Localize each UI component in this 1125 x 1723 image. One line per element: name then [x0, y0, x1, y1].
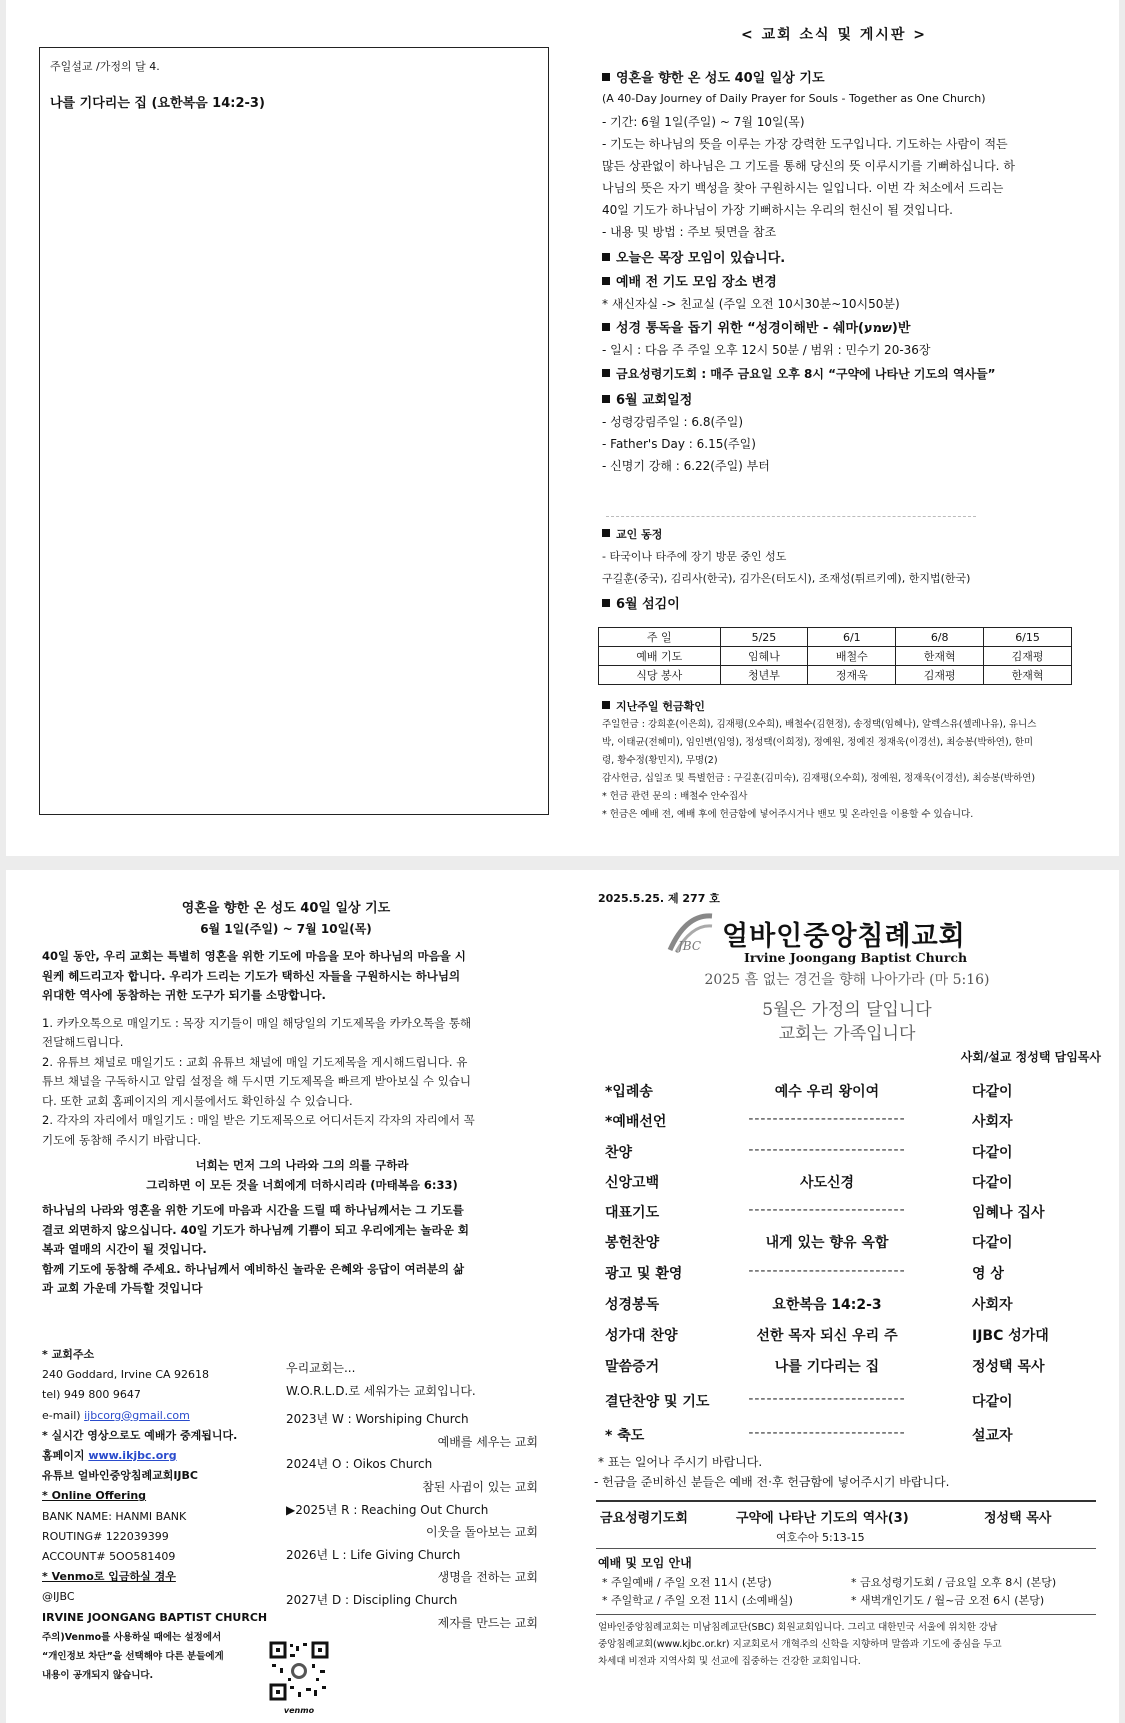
bullet-square-icon	[602, 599, 610, 607]
venmo-label: venmo	[283, 1706, 315, 1715]
prayer-room-detail: * 새신자실 -> 친교실 (주일 오전 10시30분~10시50분)	[602, 297, 900, 311]
verse-line: 그리하면 이 모든 것을 너희에게 더하시리라 (마태복음 6:33)	[146, 1177, 458, 1192]
top-page	[6, 0, 1119, 856]
bullet-square-icon	[602, 253, 610, 261]
members-section: 교인 동정 - 타국이나 타주에 장기 방문 중인 성도 구길훈(중국), 김리사(한국), 김가은(터도시), 조재성(튀르키예), 한지법(한국) 6월 섬김이	[602, 528, 1102, 622]
offering-line: 령, 황수정(황민지), 무명(2)	[602, 755, 718, 766]
world-item: 2023년 W : Worshiping Church	[286, 1412, 469, 1427]
meeting-item: * 금요성령기도회 / 금요일 오후 8시 (본당)	[851, 1576, 1057, 1589]
serve-table-wrap	[598, 627, 1072, 685]
church-name-kr: 얼바인중앙침례교회	[722, 921, 966, 952]
world-item: 2024년 O : Oikos Church	[286, 1457, 433, 1472]
table-row: 주 일 5/25 6/1 6/8 6/15	[599, 628, 1072, 647]
worship-order-row: 봉헌찬양 내게 있는 향유 옥합 다같이	[605, 1235, 1013, 1251]
bible-class-detail: - 일시 : 다음 주 주일 오후 12시 50분 / 범위 : 민수기 20-36장	[602, 343, 931, 357]
prayer-heading: 영혼을 향한 온 성도 40일 일상 기도	[602, 70, 1102, 92]
worship-order-row: 결단찬양 및 기도 -------------------------- 다같이	[605, 1391, 1013, 1410]
divider	[596, 1500, 1096, 1502]
venmo-qr-code[interactable]	[268, 1640, 330, 1716]
friday-text: 여호수아 5:13-15	[776, 1531, 865, 1544]
worship-order-row: * 축도 -------------------------- 설교자	[605, 1425, 1013, 1444]
contact-block: * 교회주소 240 Goddard, Irvine CA 92618 tel) 949 800 9647 e-mail) ijbcorg@gmail.com * 실시간 영상으로도 예배가 중계됩니다. 홈페이지 www.ikjbc.org 유튜브 얼바인중앙침례교회IJBC * Online Offering BANK NAME: HANMI BANK ROUTING# 122039399 ACCOUNT# 5OO581409 * Venmo로 입금하실 경우 @IJBC IRVINE JOONGANG BAPTIST CHURCH 주의)Venmo를 사용하실 때에는 설정에서 “개인정보 차단”을 선택해야 다른 분들에게 내용이 공개되지 않습니다.	[42, 1348, 268, 1681]
divider	[596, 1614, 1096, 1615]
worship-order-row: 찬양 -------------------------- 다같이	[605, 1142, 1013, 1161]
meeting-item: * 주일예배 / 주일 오전 11시 (본당)	[602, 1576, 772, 1589]
june-item: - 신명기 강해 : 6.22(주일) 부터	[602, 459, 770, 473]
bible-class-heading: 성경 통독을 돕기 위한 “성경이해반 - 쉐마(שמע)반	[602, 320, 1102, 342]
bullet-square-icon	[602, 323, 610, 331]
offering-line: * 헌금 관련 문의 : 배철수 안수집사	[602, 791, 748, 802]
meetings-title: 예배 및 모임 안내	[598, 1556, 692, 1570]
qr-code-icon	[268, 1640, 330, 1702]
world-item: 2026년 L : Life Giving Church	[286, 1547, 461, 1562]
prayer-english: (A 40-Day Journey of Daily Prayer for Souls - Together as One Church)	[602, 92, 986, 105]
worship-order-row: 대표기도 -------------------------- 임혜나 집사	[605, 1202, 1045, 1221]
church-motto: 2025 흠 없는 경건을 향해 나아가라 (마 5:16)	[704, 972, 990, 988]
church-logo-icon	[666, 910, 716, 958]
bullet-square-icon	[602, 73, 610, 81]
prayer-room-heading: 예배 전 기도 모임 장소 변경	[602, 274, 1102, 296]
friday-label: 금요성령기도회	[600, 1511, 688, 1526]
news-heading: < 교회 소식 및 게시판 >	[741, 27, 928, 43]
bottom-page	[6, 870, 1119, 1723]
stand-note: * 표는 일어나 주시기 바랍니다.	[598, 1455, 763, 1469]
bullet-square-icon	[602, 277, 610, 285]
offering-line: 박, 이태균(전혜미), 임인변(임영), 정성택(이희정), 정예원, 정예진 정재욱(이경선), 최승봉(박하연), 한미	[602, 737, 1034, 748]
world-item: ▶2025년 R : Reaching Out Church	[286, 1502, 489, 1517]
prayer-body-line: - 기도는 하나님의 뜻을 이루는 가장 강력한 도구입니다. 기도하는 사람이 적든	[602, 137, 1008, 151]
issue-number: 2025.5.25. 제 277 호	[598, 892, 720, 905]
offering-line: * 헌금은 예배 전, 예배 후에 헌금함에 넣어주시거나 밴모 및 온라인을 이용할 수 있습니다.	[602, 809, 974, 820]
cell-meeting-notice: 오늘은 목장 모임이 있습니다.	[602, 250, 1102, 274]
table-row: 예배 기도 임혜나 배철수 한재혁 김재평	[599, 647, 1072, 666]
bullet-square-icon	[602, 529, 610, 537]
friday-speaker: 정성택 목사	[984, 1511, 1052, 1526]
bullet-square-icon	[602, 369, 610, 377]
sermon-notes-box	[39, 47, 549, 815]
worship-order-row: 성경봉독 요한복음 14:2-3 사회자	[605, 1297, 1013, 1313]
serve-table	[598, 627, 1072, 685]
worship-order-row: 신앙고백 사도신경 다같이	[605, 1175, 1013, 1191]
june-item: - Father's Day : 6.15(주일)	[602, 437, 756, 451]
sermon-series: 주일설교 /가정의 달 4.	[50, 60, 160, 73]
june-item: - 성령강림주일 : 6.8(주일)	[602, 415, 744, 429]
worship-order-row: *예배선언 -------------------------- 사회자	[605, 1111, 1013, 1130]
prayer-period: - 기간: 6월 1일(주일) ~ 7월 10일(목)	[602, 115, 805, 129]
worship-order-row: 말씀증거 나를 기다리는 집 정성택 목사	[605, 1359, 1045, 1375]
offering-note: - 헌금을 준비하신 분들은 예배 전·후 헌금함에 넣어주시기 바랍니다.	[594, 1475, 950, 1489]
news-column	[602, 70, 1102, 480]
worship-order-row: 광고 및 환영 -------------------------- 영 상	[605, 1263, 1004, 1282]
verse-line: 너희는 먼저 그의 나라와 그의 의를 구하라	[195, 1158, 409, 1172]
world-item: 2027년 D : Discipling Church	[286, 1592, 458, 1607]
article-body: 40일 동안, 우리 교회는 특별히 영혼을 위한 기도에 마음을 모아 하나님의 마음을 시 원케 헤드리고자 합니다. 우리가 드리는 기도가 택하신 자들을 구원하시는 하나님의 위대한 역사에 동참하는 귀한 도구가 되기를 소망합니다. 1. 카카오톡으로 매일기도 : 목장 지기들이 매일 해당일의 기도제목을 카카오톡을 통해 전달해드립니다. 2. 유튜브 채널로 매일기도 : 교회 유튜브 채널에 매일 기도제목을 게시해드립니다. 유 튜브 채널을 구독하시고 알림 설정을 해 두시면 기도제목을 빠르게 받아보실 수 있습니 다. 또한 교회 홈페이지의 게시물에서도 확인하실 수 있습니다. 2. 각자의 자리에서 매일기도 : 매일 받은 기도제목으로 어디서든지 각자의 자리에서 꼭 기도에 동참해 주시기 바랍니다. 너희는 먼저 그의 나라와 그의 의를 구하라 그리하면 이 모든 것을 너희에게 더하시리라 (마태복음 6:33) 하나님의 나라와 영혼을 위한 기도에 마음과 시간을 드릴 때 하나님께서는 그 기도를 결코 외면하지 않으십니다. 40일 기도가 하나님께 기쁨이 되고 우리에게는 놀라운 회 복과 열매의 시간이 될 것입니다. 함께 기도에 동참해 주세요. 하나님께서 예비하신 놀라운 은혜와 응답이 여러분의 삶 과 교회 가운데 가득할 것입니다	[42, 947, 562, 1299]
members-line: - 타국이나 타주에 장기 방문 중인 성도	[602, 550, 787, 563]
sermon-title: 나를 기다리는 집 (요한복음 14:2-3)	[50, 96, 265, 111]
june-schedule-heading: 6월 교회일정	[602, 392, 1102, 414]
article-period: 6월 1일(주일) ~ 7월 10일(목)	[200, 922, 372, 936]
meeting-item: * 새벽개인기도 / 월~금 오전 6시 (본당)	[851, 1594, 1045, 1607]
article-title: 영혼을 향한 온 성도 40일 일상 기도	[181, 901, 391, 916]
world-vision: 우리교회는... W.O.R.L.D.로 세워가는 교회입니다. 2023년 W : Worshiping Church 예배를 세우는 교회 2024년 O : Oikos Church 참된 사귐이 있는 교회 ▶2025년 R : Reaching Out Church 이웃을 돌아보는 교회 2026년 L : Life Giving Church 생명을 전하는 교회 2027년 D : Discipling Church 제자를 만드는 교회	[286, 1361, 538, 1630]
offering-line: 감사헌금, 십일조 및 특별헌금 : 구길훈(김미숙), 김재평(오수희), 정예원, 정재욱(이경선), 최승봉(박하연)	[602, 773, 1036, 784]
prayer-body-line: 40일 기도가 하나님이 가장 기뻐하시는 우리의 헌신이 될 것입니다.	[602, 203, 953, 217]
church-about: 얼바인중앙침례교회는 미남침례교단(SBC) 회원교회입니다. 그리고 대한민국 서울에 위치한 강남 중앙침례교회(www.kjbc.or.kr) 지교회로서 개혁주의 신학을 지향하며 말씀과 기도에 중심을 두고 차세대 비전과 지역사회 및 선교에 집중하는 건강한 교회입니다.	[598, 1622, 1002, 1667]
prayer-method: - 내용 및 방법 : 주보 뒷면을 참조	[602, 225, 777, 239]
homepage-link[interactable]: www.ikjbc.org	[88, 1449, 177, 1463]
church-logo	[666, 910, 716, 958]
svg-text:JBC: JBC	[678, 939, 702, 953]
offering-line: 주일헌금 : 강희훈(이은희), 김재평(오수희), 배철수(김현정), 송정택(임혜나), 알렉스유(셀레나유), 유니스	[602, 719, 1037, 730]
church-name-en: Irvine Joongang Baptist Church	[744, 950, 968, 965]
meeting-item: * 주일학교 / 주일 오전 11시 (소예배실)	[602, 1594, 793, 1607]
officiant: 사회/설교 정성택 담임목사	[960, 1050, 1101, 1064]
prayer-body-line: 나님의 뜻은 자기 백성을 찾아 구원하시는 일입니다. 이번 각 처소에서 드리는	[602, 181, 1004, 195]
divider	[596, 1548, 1096, 1549]
friday-title: 구약에 나타난 기도의 역사(3)	[736, 1511, 909, 1526]
members-line: 구길훈(중국), 김리사(한국), 김가은(터도시), 조재성(튀르키예), 한지법(한국)	[602, 572, 971, 585]
worship-order-row: *입례송 예수 우리 왕이여 다같이	[605, 1084, 1013, 1100]
worship-order-row: 성가대 찬양 선한 목자 되신 우리 주 IJBC 성가대	[605, 1328, 1049, 1344]
theme-line-1: 5월은 가정의 달입니다	[762, 1000, 932, 1020]
theme-line-2: 교회는 가족입니다	[778, 1024, 916, 1044]
friday-prayer-notice: 금요성령기도회 : 매주 금요일 오후 8시 “구약에 나타난 기도의 역사들”	[602, 366, 1102, 392]
bullet-square-icon	[602, 395, 610, 403]
prayer-body-line: 많든 상관없이 하나님은 그 기도를 통해 당신의 뜻 이루시기를 기뻐하십니다. 하	[602, 159, 1015, 173]
table-row: 식당 봉사 청년부 정재욱 김재평 한재혁	[599, 666, 1072, 685]
offering-section: 지난주일 헌금확인 주일헌금 : 강희훈(이은희), 김재평(오수희), 배철수(김현정), 송정택(임혜나), 알렉스유(셀레나유), 유니스 박, 이태균(전혜미), 임인변(임영), 정성택(이희정), 정예원, 정예진 정재욱(이경선), 최승봉(박하연), 한미 령, 황수정(황민지), 무명(2) 감사헌금, 십일조 및 특별헌금 : 구길훈(김미숙), 김재평(오수희), 정예원, 정재욱(이경선), 최승봉(박하연) * 헌금 관련 문의 : 배철수 안수집사 * 헌금은 예배 전, 예배 후에 헌금함에 넣어주시거나 밴모 및 온라인을 이용할 수 있습니다.	[602, 700, 1112, 827]
divider	[606, 516, 976, 517]
bullet-square-icon	[602, 701, 610, 709]
email-link[interactable]: ijbcorg@gmail.com	[84, 1408, 190, 1422]
